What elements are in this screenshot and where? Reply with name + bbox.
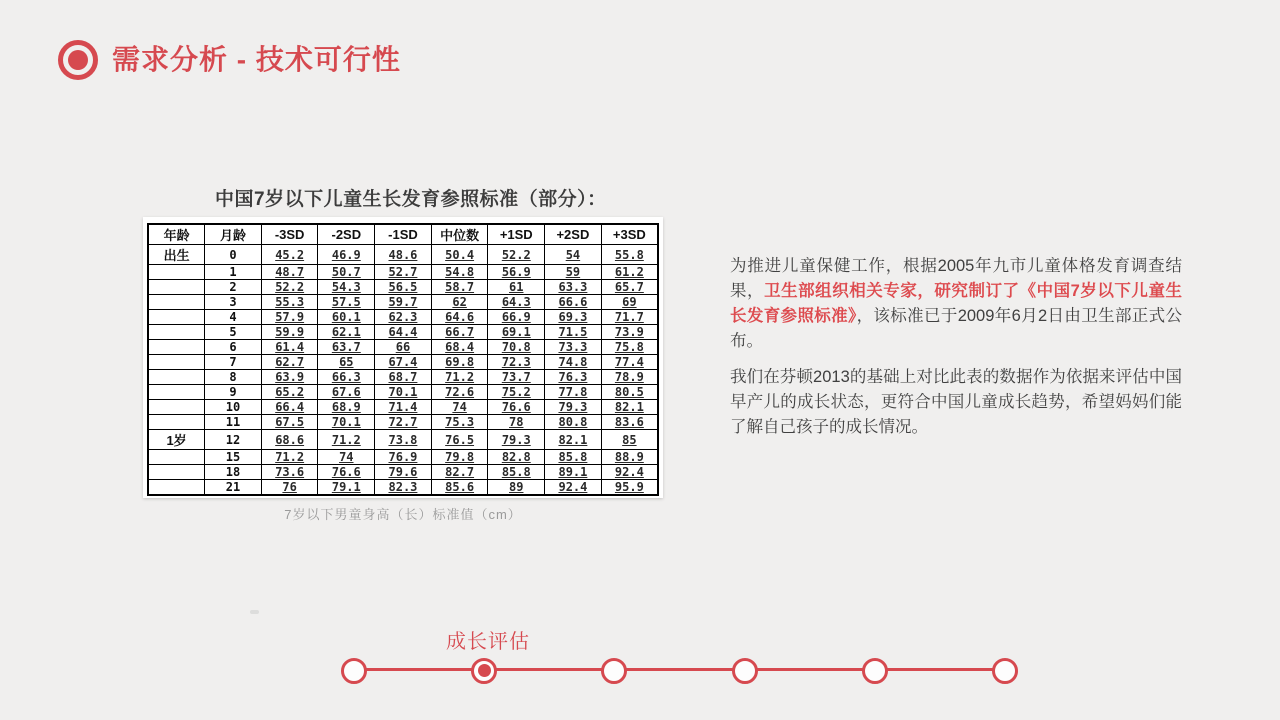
table-row [148, 310, 658, 325]
value-cell: 71.2 [318, 430, 375, 450]
month-cell: 0 [205, 245, 262, 265]
value-cell: 71.2 [431, 370, 488, 385]
value-cell: 63.7 [318, 340, 375, 355]
value-cell: 68.6 [261, 430, 318, 450]
value-cell: 85.8 [545, 450, 602, 465]
value-cell: 52.2 [488, 245, 545, 265]
value-cell: 68.4 [431, 340, 488, 355]
value-cell: 64.4 [375, 325, 432, 340]
value-cell: 46.9 [318, 245, 375, 265]
value-cell: 79.3 [545, 400, 602, 415]
value-cell: 78 [488, 415, 545, 430]
month-cell: 21 [205, 480, 262, 496]
value-cell: 69.1 [488, 325, 545, 340]
value-cell: 82.8 [488, 450, 545, 465]
circle-bullet-core [68, 50, 88, 70]
age-cell [148, 325, 205, 340]
stray-mark [250, 610, 259, 614]
age-cell: 出生 [148, 245, 205, 265]
value-cell: 76.6 [318, 465, 375, 480]
value-cell: 52.2 [261, 280, 318, 295]
value-cell: 71.7 [601, 310, 658, 325]
value-cell: 76.3 [545, 370, 602, 385]
paragraph-2: 我们在芬顿2013的基础上对比此表的数据作为依据来评估中国早产儿的成长状态，更符合中国儿童成长趋势，希望妈妈们能了解自己孩子的成长情况。 [730, 368, 1182, 436]
value-cell: 82.1 [545, 430, 602, 450]
circle-bullet-icon [58, 40, 98, 80]
timeline-dot[interactable] [732, 658, 758, 684]
value-cell: 50.7 [318, 265, 375, 280]
value-cell: 75.2 [488, 385, 545, 400]
timeline [341, 657, 1018, 684]
month-cell: 4 [205, 310, 262, 325]
value-cell: 82.1 [601, 400, 658, 415]
month-cell: 7 [205, 355, 262, 370]
value-cell: 89 [488, 480, 545, 496]
paragraph-1-highlight: 卫生部组织相关专家，研究制订了《中国7岁以下儿童生长发育参照标准》 [730, 282, 1182, 325]
table-row [148, 370, 658, 385]
value-cell: 63.3 [545, 280, 602, 295]
value-cell: 64.6 [431, 310, 488, 325]
value-cell: 74 [431, 400, 488, 415]
table-row [148, 385, 658, 400]
value-cell: 48.6 [375, 245, 432, 265]
table-row [148, 355, 658, 370]
month-cell: 1 [205, 265, 262, 280]
value-cell: 61 [488, 280, 545, 295]
value-cell: 72.3 [488, 355, 545, 370]
value-cell: 78.9 [601, 370, 658, 385]
value-cell: 71.4 [375, 400, 432, 415]
table-caption: 7岁以下男童身高（长）标准值（cm） [284, 507, 522, 522]
slide-header [58, 40, 401, 80]
value-cell: 69.8 [431, 355, 488, 370]
value-cell: 79.6 [375, 465, 432, 480]
value-cell: 54.3 [318, 280, 375, 295]
value-cell: 66.9 [488, 310, 545, 325]
value-cell: 62.1 [318, 325, 375, 340]
value-cell: 74 [318, 450, 375, 465]
table-row [148, 325, 658, 340]
value-cell: 59 [545, 265, 602, 280]
value-cell: 73.9 [601, 325, 658, 340]
value-cell: 58.7 [431, 280, 488, 295]
column-header: 年龄 [148, 224, 205, 245]
value-cell: 65.2 [261, 385, 318, 400]
age-cell [148, 465, 205, 480]
age-cell: 1岁 [148, 430, 205, 450]
table-row [148, 280, 658, 295]
value-cell: 85.8 [488, 465, 545, 480]
value-cell: 54.8 [431, 265, 488, 280]
value-cell: 82.3 [375, 480, 432, 496]
value-cell: 76.6 [488, 400, 545, 415]
value-cell: 72.7 [375, 415, 432, 430]
description-text-block [730, 254, 1182, 440]
month-cell: 18 [205, 465, 262, 480]
value-cell: 61.4 [261, 340, 318, 355]
value-cell: 66.4 [261, 400, 318, 415]
column-header: -1SD [375, 224, 432, 245]
value-cell: 60.1 [318, 310, 375, 325]
timeline-dot-active[interactable] [471, 658, 497, 684]
value-cell: 57.9 [261, 310, 318, 325]
value-cell: 68.9 [318, 400, 375, 415]
column-header: 月龄 [205, 224, 262, 245]
age-cell [148, 340, 205, 355]
value-cell: 75.8 [601, 340, 658, 355]
value-cell: 56.9 [488, 265, 545, 280]
value-cell: 64.3 [488, 295, 545, 310]
value-cell: 73.8 [375, 430, 432, 450]
value-cell: 59.7 [375, 295, 432, 310]
table-row [148, 415, 658, 430]
value-cell: 74.8 [545, 355, 602, 370]
value-cell: 70.8 [488, 340, 545, 355]
timeline-dot[interactable] [601, 658, 627, 684]
value-cell: 66 [375, 340, 432, 355]
value-cell: 70.1 [318, 415, 375, 430]
timeline-dot[interactable] [341, 658, 367, 684]
month-cell: 6 [205, 340, 262, 355]
value-cell: 79.8 [431, 450, 488, 465]
table-title: 中国7岁以下儿童生长发育参照标准（部分）： [215, 189, 607, 210]
value-cell: 62.7 [261, 355, 318, 370]
value-cell: 76 [261, 480, 318, 496]
timeline-dot[interactable] [862, 658, 888, 684]
value-cell: 70.1 [375, 385, 432, 400]
value-cell: 92.4 [545, 480, 602, 496]
paragraph-1-normal-end: ，该标准已于2009年6月2日由卫生部正式公布。 [730, 307, 1182, 350]
table-body [148, 245, 658, 496]
value-cell: 76.5 [431, 430, 488, 450]
age-cell [148, 385, 205, 400]
value-cell: 62 [431, 295, 488, 310]
age-cell [148, 415, 205, 430]
column-header: +3SD [601, 224, 658, 245]
value-cell: 66.7 [431, 325, 488, 340]
value-cell: 61.2 [601, 265, 658, 280]
value-cell: 55.3 [261, 295, 318, 310]
value-cell: 50.4 [431, 245, 488, 265]
value-cell: 62.3 [375, 310, 432, 325]
age-cell [148, 450, 205, 465]
value-cell: 79.3 [488, 430, 545, 450]
month-cell: 2 [205, 280, 262, 295]
value-cell: 52.7 [375, 265, 432, 280]
timeline-dot[interactable] [992, 658, 1018, 684]
value-cell: 76.9 [375, 450, 432, 465]
value-cell: 67.5 [261, 415, 318, 430]
value-cell: 82.7 [431, 465, 488, 480]
value-cell: 75.3 [431, 415, 488, 430]
age-cell [148, 310, 205, 325]
value-cell: 71.2 [261, 450, 318, 465]
month-cell: 3 [205, 295, 262, 310]
value-cell: 45.2 [261, 245, 318, 265]
value-cell: 89.1 [545, 465, 602, 480]
month-cell: 12 [205, 430, 262, 450]
value-cell: 65.7 [601, 280, 658, 295]
value-cell: 73.3 [545, 340, 602, 355]
value-cell: 69.3 [545, 310, 602, 325]
value-cell: 73.6 [261, 465, 318, 480]
table-row [148, 465, 658, 480]
growth-standard-table [147, 223, 659, 496]
value-cell: 73.7 [488, 370, 545, 385]
value-cell: 54 [545, 245, 602, 265]
value-cell: 77.8 [545, 385, 602, 400]
age-cell [148, 400, 205, 415]
table-row [148, 430, 658, 450]
paragraph-1 [730, 254, 1182, 354]
age-cell [148, 295, 205, 310]
column-header: -3SD [261, 224, 318, 245]
age-cell [148, 280, 205, 295]
age-cell [148, 480, 205, 496]
value-cell: 66.6 [545, 295, 602, 310]
month-cell: 11 [205, 415, 262, 430]
value-cell: 95.9 [601, 480, 658, 496]
value-cell: 85.6 [431, 480, 488, 496]
paragraph-1-normal-start: 为推进儿童保健工作，根据2005年九市儿童体格发育调查结果， [730, 257, 1182, 300]
value-cell: 72.6 [431, 385, 488, 400]
table-row [148, 400, 658, 415]
value-cell: 83.6 [601, 415, 658, 430]
value-cell: 68.7 [375, 370, 432, 385]
value-cell: 79.1 [318, 480, 375, 496]
table-row [148, 450, 658, 465]
value-cell: 77.4 [601, 355, 658, 370]
value-cell: 55.8 [601, 245, 658, 265]
value-cell: 57.5 [318, 295, 375, 310]
table-row [148, 245, 658, 265]
table-row [148, 480, 658, 496]
value-cell: 80.5 [601, 385, 658, 400]
value-cell: 92.4 [601, 465, 658, 480]
value-cell: 71.5 [545, 325, 602, 340]
value-cell: 67.4 [375, 355, 432, 370]
column-header: +2SD [545, 224, 602, 245]
page-title: 需求分析 - 技术可行性 [112, 44, 401, 75]
value-cell: 80.8 [545, 415, 602, 430]
month-cell: 5 [205, 325, 262, 340]
growth-table-card [143, 217, 663, 498]
column-header: -2SD [318, 224, 375, 245]
column-header: 中位数 [431, 224, 488, 245]
timeline-dot-core [478, 664, 491, 677]
age-cell [148, 355, 205, 370]
value-cell: 69 [601, 295, 658, 310]
table-header-row [148, 224, 658, 245]
value-cell: 63.9 [261, 370, 318, 385]
value-cell: 67.6 [318, 385, 375, 400]
age-cell [148, 265, 205, 280]
timeline-active-label: 成长评估 [446, 631, 530, 653]
month-cell: 10 [205, 400, 262, 415]
value-cell: 66.3 [318, 370, 375, 385]
value-cell: 88.9 [601, 450, 658, 465]
table-row [148, 295, 658, 310]
value-cell: 59.9 [261, 325, 318, 340]
value-cell: 48.7 [261, 265, 318, 280]
month-cell: 9 [205, 385, 262, 400]
table-row [148, 265, 658, 280]
value-cell: 65 [318, 355, 375, 370]
month-cell: 8 [205, 370, 262, 385]
value-cell: 85 [601, 430, 658, 450]
table-row [148, 340, 658, 355]
age-cell [148, 370, 205, 385]
month-cell: 15 [205, 450, 262, 465]
value-cell: 56.5 [375, 280, 432, 295]
column-header: +1SD [488, 224, 545, 245]
